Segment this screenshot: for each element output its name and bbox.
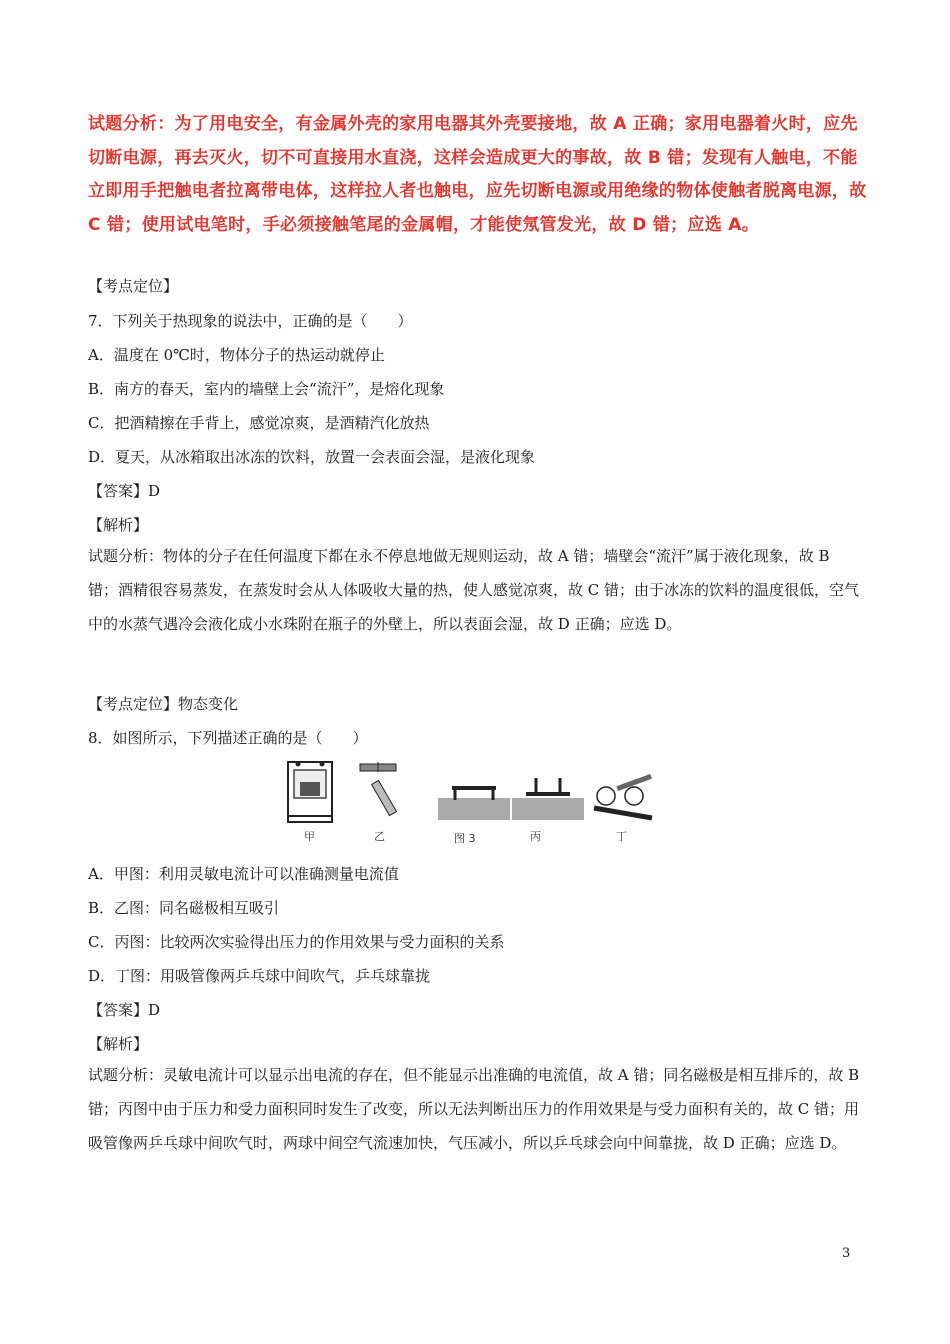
- pressure-experiment-drawing: [438, 778, 584, 820]
- q7-option-d: D．夏天，从冰箱取出冰冻的饮料，放置一会表面会湿，是液化现象: [88, 448, 536, 466]
- q8-stem: 8．如图所示，下列描述正确的是（ ）: [88, 729, 368, 747]
- ping-pong-drawing: [594, 774, 652, 818]
- figure-label-bing: 丙: [530, 830, 541, 843]
- q8-answer: 【答案】D: [88, 1001, 161, 1019]
- q7-option-b: B．南方的春天，室内的墙壁上会“流汗”，是熔化现象: [88, 380, 445, 398]
- q6-kaodian: 【考点定位】: [88, 277, 179, 295]
- q8-figure: [272, 758, 677, 850]
- q8-option-d: D．丁图：用吸管像两乒乓球中间吹气，乒乓球靠拢: [88, 967, 431, 985]
- q8-option-b: B．乙图：同名磁极相互吸引: [88, 899, 280, 917]
- q8-option-a: A．甲图：利用灵敏电流计可以准确测量电流值: [88, 865, 399, 883]
- figure-label-yi: 乙: [374, 830, 385, 843]
- q7-jiexi: 【解析】: [88, 516, 149, 534]
- figure-label-ding: 丁: [616, 830, 627, 843]
- q8-option-c: C．丙图：比较两次实验得出压力的作用效果与受力面积的关系: [88, 933, 505, 951]
- q7-stem: 7．下列关于热现象的说法中，正确的是（ ）: [88, 312, 413, 330]
- q6-analysis: 试题分析：为了用电安全，有金属外壳的家用电器其外壳要接地，故 A 正确；家用电器着火时，应先切断电源，再去灭火，切不可直接用水直浇，这样会造成更大的事故，故 B 错；发现有人触电，不能立即用手把触电者拉离带电体，这样拉人者也触电，应先切断电源或用绝缘的物体使触者脱离电源，故 C 错；使用试电笔时，手必须接触笔尾的金属帽，才能使氖管发光，故 D 错；应选 A。: [88, 114, 867, 235]
- q7-option-a: A．温度在 0℃时，物体分子的热运动就停止: [88, 346, 385, 364]
- galvanometer-drawing: [288, 762, 332, 823]
- figure-caption: 图 3: [454, 832, 476, 845]
- q8-analysis: 试题分析：灵敏电流计可以显示出电流的存在，但不能显示出准确的电流值，故 A 错；同名磁极是相互排斥的，故 B 错；丙图中由于压力和受力面积同时发生了改变，所以无法判断出压力的作用效果是与受力面积有关的，故 C 错；用吸管像两乒乓球中间吹气时，两球中间空气流速加快，气压减小，所以乒乓球会向中间靠拢，故 D 正确；应选 D。: [88, 1066, 860, 1152]
- q8-jiexi: 【解析】: [88, 1035, 149, 1053]
- q7-analysis: 试题分析：物体的分子在任何温度下都在永不停息地做无规则运动，故 A 错；墙壁会“流汗”属于液化现象，故 B 错；酒精很容易蒸发，在蒸发时会从人体吸收大量的热，使人感觉凉爽，故 C 错；由于冰冻的饮料的温度很低，空气中的水蒸气遇冷会液化成小水珠附在瓶子的外壁上，所以表面会湿，故 D 正确；应选 D。: [88, 547, 860, 633]
- q7-kaodian: 【考点定位】物态变化: [88, 695, 239, 713]
- q7-option-c: C．把酒精擦在手背上，感觉凉爽，是酒精汽化放热: [88, 414, 430, 432]
- magnets-drawing: [360, 762, 396, 816]
- q7-answer: 【答案】D: [88, 482, 161, 500]
- figure-label-jia: 甲: [304, 830, 315, 843]
- page-number: 3: [842, 1246, 851, 1261]
